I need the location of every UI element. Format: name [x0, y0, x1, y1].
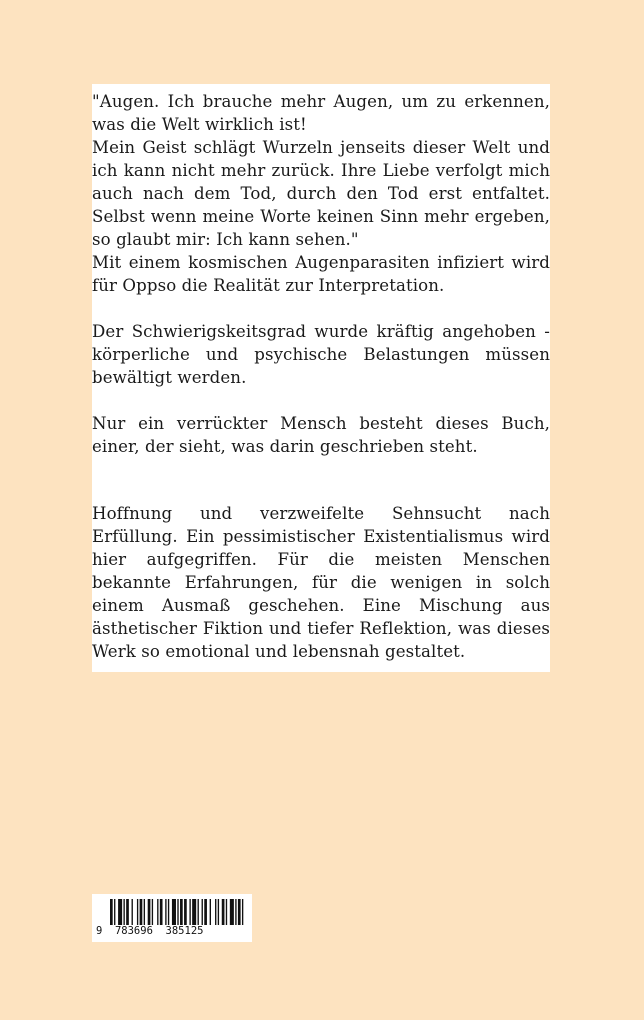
barcode-bar: [230, 899, 234, 925]
barcode-bar: [110, 899, 113, 925]
barcode-bar: [198, 899, 199, 925]
barcode-bar: [132, 899, 133, 925]
barcode-bar: [148, 899, 151, 925]
barcode-bar: [126, 899, 129, 925]
barcode-bar: [137, 899, 138, 925]
barcode-bar: [235, 899, 236, 925]
blurb-summary-paragraph: Hoffnung und verzweifelte Sehnsucht nach Erfüllung. Ein pessimistischer Existentialismus wird hier aufgegriffen. Für die meisten Menschen bekannte Erfahrungen, für die wenigen in solch einem Ausmaß geschehen. Eine Mischung aus ästhetischer Fiktion und tiefer Reflektion, was dieses Werk so emotional und lebensnah gestaltet.: [92, 504, 550, 661]
barcode-bar: [184, 899, 187, 925]
barcode-bar: [172, 899, 176, 925]
paragraph-spacer: [92, 458, 550, 502]
barcode-bar: [144, 899, 145, 925]
barcode-bar: [168, 899, 169, 925]
barcode-bar: [177, 899, 178, 925]
barcode-bar: [226, 899, 227, 925]
blurb-quote-paragraph: "Augen. Ich brauche mehr Augen, um zu erkennen, was die Welt wirklich ist! Mein Geist schlägt Wurzeln jenseits dieser Welt und ich kann nicht mehr zurück. Ihre Liebe verfolgt mich auch nach dem Tod, durch den Tod erst entfaltet. Selbst wenn meine Worte keinen Sinn mehr ergeben, so glaubt mir: Ich kann sehen." Mit einem kosmischen Augenparasiten infiziert wird für Oppso die Realität zur Interpretation.: [92, 92, 550, 295]
barcode-bar: [210, 899, 211, 925]
barcode-digits: 9 783696 385125: [96, 925, 204, 937]
barcode-bar: [238, 899, 241, 925]
isbn-barcode: [92, 894, 252, 942]
barcode-bar: [202, 899, 203, 925]
barcode-bar: [242, 899, 243, 925]
barcode-bar: [204, 899, 207, 925]
barcode-bar: [160, 899, 163, 925]
barcode-bars: [110, 899, 246, 925]
barcode-bar: [218, 899, 219, 925]
barcode-bar: [222, 899, 225, 925]
barcode-bar: [192, 899, 196, 925]
barcode-bar: [152, 899, 153, 925]
blurb-madness-paragraph: Nur ein verrückter Mensch besteht dieses Buch, einer, der sieht, was darin geschrieben steht.: [92, 414, 550, 456]
barcode-bar: [215, 899, 216, 925]
paragraph-spacer: [92, 389, 550, 412]
barcode-bar: [140, 899, 143, 925]
barcode-bar: [118, 899, 122, 925]
blurb-difficulty-paragraph: Der Schwierigskeitsgrad wurde kräftig angehoben - körperliche und psychische Belastungen müssen bewältigt werden.: [92, 322, 550, 387]
barcode-bar: [123, 899, 124, 925]
paragraph-spacer: [92, 297, 550, 320]
barcode-bar: [165, 899, 166, 925]
blurb-panel: [92, 84, 550, 672]
barcode-bar: [157, 899, 158, 925]
barcode-bar: [189, 899, 190, 925]
barcode-bar: [180, 899, 183, 925]
barcode-bar: [114, 899, 115, 925]
